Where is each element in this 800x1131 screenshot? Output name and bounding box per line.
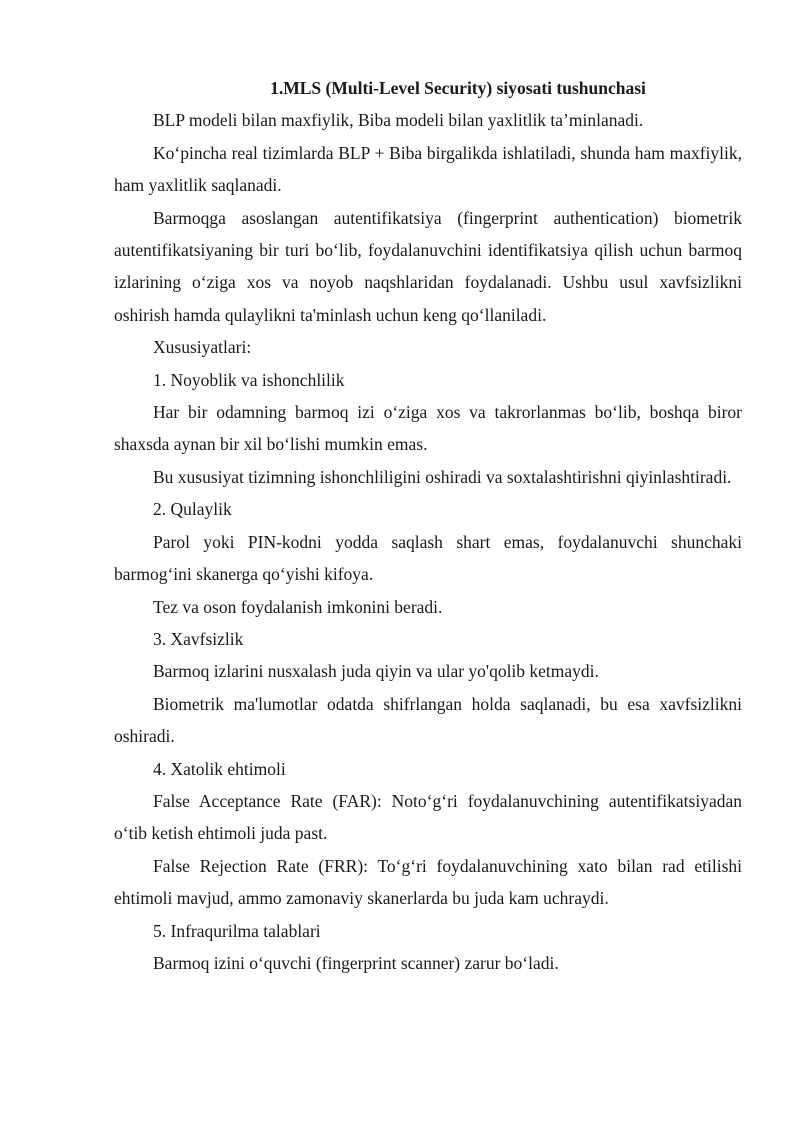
list-item-error-probability: 4. Xatolik ehtimoli <box>153 758 286 779</box>
paragraph-combined-models: Ko‘pincha real tizimlarda BLP + Biba birgalikda ishlatiladi, shunda ham maxfiylik, ham yaxlitlik saqlanadi. <box>114 142 742 196</box>
paragraph-features-heading: Xususiyatlari: <box>153 337 252 358</box>
list-item-infrastructure: 5. Infraqurilma talablari <box>153 920 321 941</box>
paragraph-encrypted-storage: Biometrik ma'lumotlar odatda shifrlangan holda saqlanadi, bu esa xavfsizlikni oshiradi. <box>114 693 742 747</box>
paragraph-far: False Acceptance Rate (FAR): Noto‘g‘ri foydalanuvchining autentifikatsiyadan o‘tib ketish ehtimoli juda past. <box>114 790 742 844</box>
paragraph-reliability: Bu xususiyat tizimning ishonchliligini oshiradi va soxtalashtirishni qiyinlashtiradi. <box>153 466 732 487</box>
list-item-convenience: 2. Qulaylik <box>153 499 232 520</box>
paragraph-frr: False Rejection Rate (FRR): To‘g‘ri foydalanuvchining xato bilan rad etilishi ehtimoli mavjud, ammo zamonaviy skanerlarda bu juda kam uchraydi. <box>114 855 742 909</box>
paragraph-uniqueness-desc: Har bir odamning barmoq izi o‘ziga xos va takrorlanmas bo‘lib, boshqa biror shaxsda aynan bir xil bo‘lishi mumkin emas. <box>114 402 742 455</box>
paragraph-fingerprint-auth: Barmoqga asoslangan autentifikatsiya (fingerprint authentication) biometrik autentifikatsiyaning bir turi bo‘lib, foydalanuvchini identifikatsiya qilish uchun barmoq izlarining o‘ziga xos va noyob naqshlaridan foydalanadi. Ushbu usul xavfsizlikni oshirish hamda qulaylikni ta'minlash uchun keng qo‘llaniladi. <box>114 207 742 325</box>
paragraph-scanner-required: Barmoq izini o‘quvchi (fingerprint scanner) zarur bo‘ladi. <box>153 952 559 973</box>
list-item-uniqueness: 1. Noyoblik va ishonchlilik <box>153 369 345 390</box>
paragraph-convenience-desc: Parol yoki PIN-kodni yodda saqlash shart emas, foydalanuvchi shunchaki barmog‘ini skanerga qo‘yishi kifoya. <box>114 531 742 585</box>
paragraph-fast-use: Tez va oson foydalanish imkonini beradi. <box>153 596 443 617</box>
section-title: 1.MLS (Multi-Level Security) siyosati tushunchasi <box>270 78 646 98</box>
document-page <box>114 72 742 979</box>
paragraph-blp-biba: BLP modeli bilan maxfiylik, Biba modeli bilan yaxlitlik ta’minlanadi. <box>153 110 644 131</box>
list-item-security: 3. Xavfsizlik <box>153 628 244 649</box>
paragraph-copy-difficulty: Barmoq izlarini nusxalash juda qiyin va ular yo'qolib ketmaydi. <box>153 661 599 682</box>
